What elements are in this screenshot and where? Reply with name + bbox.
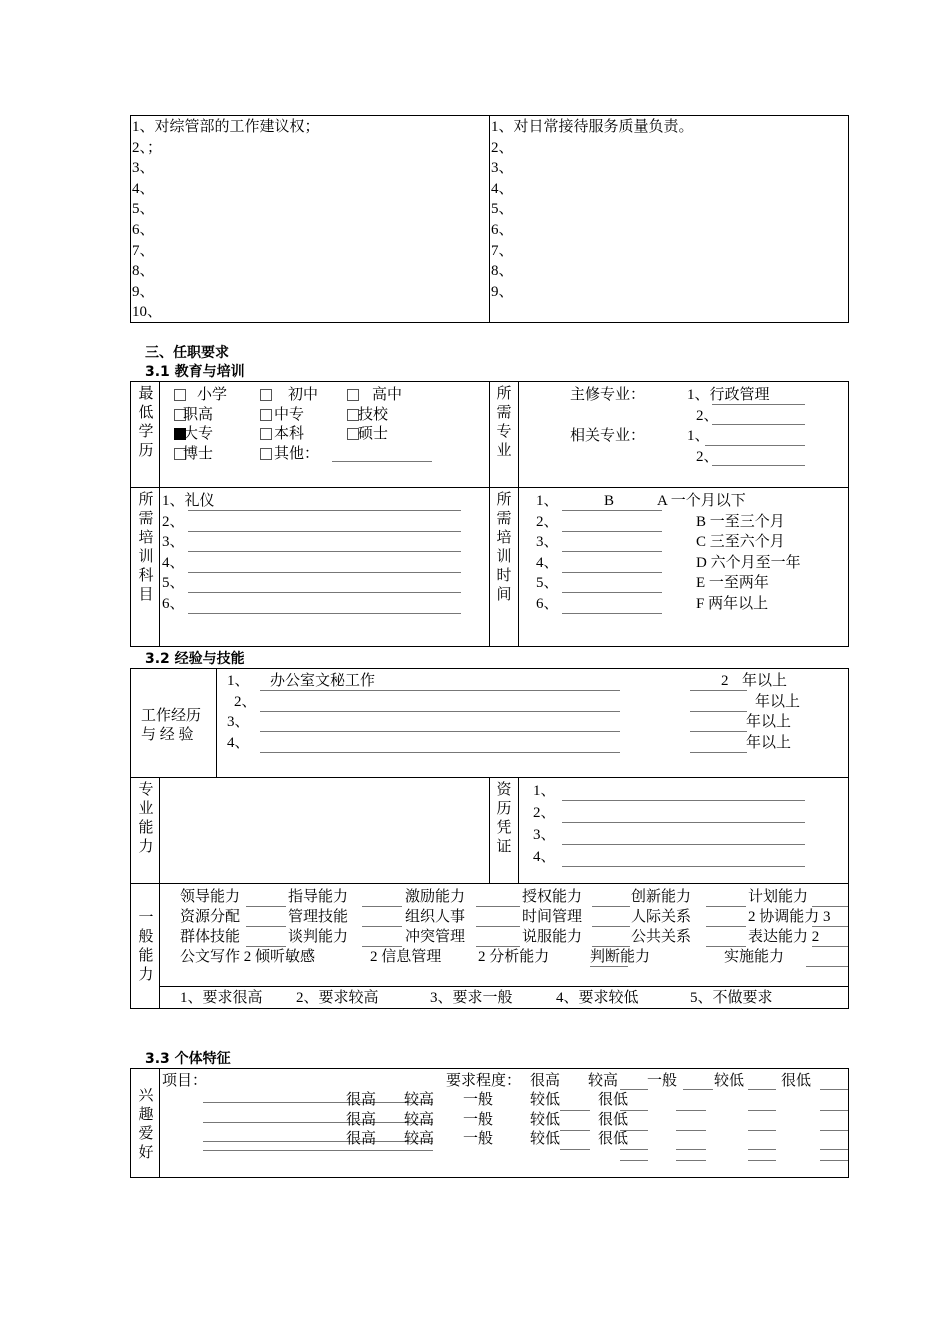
checkbox[interactable] [260,409,272,421]
related-major-1: 1、 [687,428,710,444]
general-ability-item: 组织人事 [405,909,466,925]
education-option-label: 技校 [358,406,389,423]
underline [562,572,662,573]
degree-level-option: 很高 [346,1092,377,1108]
underline [562,613,662,614]
degree-level-option: 较高 [404,1092,435,1108]
underline [246,926,286,927]
experience-item: 2、 [234,693,257,710]
degree-level-header: 较高 [588,1073,619,1089]
underline [592,926,630,927]
training-subject-item: 4、 [162,554,185,571]
experience-item-1-value: 办公室文秘工作 [270,673,376,689]
underline [562,822,805,823]
general-ability-item: 资源分配 [180,909,241,925]
general-ability-item: 谈判能力 [288,929,349,945]
rights-right-item: 3、 [491,160,514,177]
training-time-item: 1、 [536,493,559,509]
legend-item: 3、要求一般 [430,990,513,1006]
education-option-label: 大专 [183,426,214,442]
underline [188,592,461,593]
degree-level-option: 较低 [530,1131,561,1147]
degree-level-option: 很低 [598,1111,629,1128]
checkbox[interactable] [260,389,272,401]
experience-year-suffix: 年以上 [746,714,792,731]
personal-degree-label: 要求程度： [446,1073,522,1089]
underline [690,711,747,712]
underline [562,844,805,845]
legend-item: 2、要求较高 [296,990,379,1006]
certification-item: 2、 [533,805,556,821]
general-ability-item: 2 协调能力 3 [748,909,831,925]
general-ability-item: 表达能力 2 [748,929,820,945]
education-option-label: 博士 [183,445,214,462]
degree-level-option: 很高 [346,1111,377,1128]
underline [362,906,402,907]
general-ability-item: 激励能力 [405,889,466,905]
general-ability-item: 领导能力 [180,889,241,905]
rights-left-item: 7、 [132,242,155,259]
min-education-label: 最低学历 [138,386,154,459]
legend-item: 1、要求很高 [180,990,263,1006]
education-option-label: 小学 [197,387,228,403]
related-major-2: 2、 [696,449,719,465]
professional-ability-label: 专业能力 [138,782,154,855]
underline [562,866,805,867]
underline [203,1141,433,1142]
underline [820,1089,848,1090]
general-ability-item: 公文写作 2 倾听敏感 [180,949,316,965]
underline [676,1160,706,1161]
rights-right-column [491,117,694,302]
main-major-label: 主修专业： [570,387,646,403]
general-ability-item: 人际关系 [631,909,692,925]
general-ability-item: 说服能力 [522,929,583,945]
underline [620,1149,648,1150]
education-option-label: 中专 [274,406,305,423]
training-time-option: C 三至六个月 [696,534,785,551]
degree-level-option: 很高 [346,1131,377,1147]
experience-year-suffix: 年以上 [755,693,801,710]
underline [683,1089,713,1090]
underline [748,1149,776,1150]
training-subject-item: 2、 [162,513,185,530]
rights-table-divider [489,115,490,323]
required-major-label: 所需专业 [496,386,512,459]
underline [562,531,662,532]
rights-left-item: 10、 [132,304,163,321]
checkbox[interactable] [260,448,272,460]
training-time-item: 3、 [536,534,559,551]
general-ability-item: 计划能力 [748,889,809,905]
rights-right-item: 1、对日常接待服务质量负责。 [491,119,694,135]
subsection-title-education: 3.1 教育与培训 [145,364,245,380]
general-ability-item: 创新能力 [631,889,692,905]
degree-level-option: 较低 [530,1092,561,1108]
underline [562,551,662,552]
rights-right-item: 6、 [491,221,514,238]
legend-item: 5、不做要求 [690,990,773,1006]
education-option-label: 本科 [274,426,305,442]
underline [676,1110,706,1111]
rights-left-item: 6、 [132,221,155,238]
personal-item-label: 项目： [162,1073,208,1089]
general-ability-label: 一般能力 [138,910,154,983]
experience-item: 3、 [227,714,250,731]
degree-level-option: 一般 [463,1111,494,1128]
subsection-title-personal: 3.3 个体特征 [145,1051,231,1067]
underline [476,906,520,907]
underline [562,800,805,801]
main-major-1: 1、行政管理 [687,387,770,403]
underline [820,1149,848,1150]
experience-years-1: 2 [721,673,729,689]
underline [260,731,620,732]
experience-label-1: 工作经历 [141,708,202,724]
education-option-label: 高中 [372,387,403,403]
degree-level-option: 很低 [598,1131,629,1147]
underline [246,906,286,907]
underline [806,966,848,967]
interests-label: 兴趣爱好 [138,1088,154,1161]
general-ability-item: 时间管理 [522,909,583,925]
underline [820,1130,848,1131]
underline [562,592,662,593]
underline [748,1160,776,1161]
certification-item: 3、 [533,827,556,843]
experience-year-suffix: 年以上 [746,734,792,751]
training-time-label: 所需培训时间 [496,492,512,603]
training-time-option: E 一至两年 [696,575,769,592]
rights-right-item: 2、 [491,139,514,156]
rights-left-column [132,117,320,323]
underline [476,926,520,927]
education-option-label: 硕士 [358,426,389,442]
subsection-title-experience: 3.2 经验与技能 [145,651,245,667]
degree-level-option: 很低 [598,1092,629,1108]
underline [690,690,747,691]
underline [690,731,747,732]
training-time-option: A 一个月以下 [657,493,746,509]
general-ability-item: 指导能力 [288,889,349,905]
rights-left-item: 4、 [132,180,155,197]
rights-right-item: 4、 [491,180,514,197]
underline [188,510,461,511]
general-ability-item: 公共关系 [631,929,692,945]
degree-level-option: 一般 [463,1131,494,1147]
underline [260,752,620,753]
training-time-option: D 六个月至一年 [696,554,801,571]
experience-year-suffix: 年以上 [742,673,788,689]
rights-right-item: 5、 [491,201,514,218]
degree-level-option: 一般 [463,1092,494,1108]
rights-left-item: 8、 [132,263,155,280]
checkbox[interactable] [347,389,359,401]
underline [748,1130,776,1131]
underline [362,926,402,927]
underline [690,752,747,753]
training-subject-item: 3、 [162,534,185,551]
training-subject-item: 5、 [162,575,185,592]
training-time-value-1: B [604,493,615,509]
related-major-label: 相关专业： [570,428,646,444]
rights-right-item: 7、 [491,242,514,259]
underline [188,572,461,573]
underline [590,966,628,967]
training-time-item: 2、 [536,513,559,530]
general-ability-item: 管理技能 [288,909,349,925]
experience-label-2: 与 经 验 [141,727,194,743]
certification-item: 4、 [533,849,556,865]
underline [620,1160,648,1161]
underline [188,531,461,532]
section-title: 三、任职要求 [145,345,229,361]
underline [706,926,746,927]
underline [706,906,746,907]
underline [260,711,620,712]
general-ability-item: 群体技能 [180,929,241,945]
training-subjects-label: 所需培训科目 [138,492,154,603]
training-subject-item: 1、礼仪 [162,493,215,509]
checkbox[interactable] [174,389,186,401]
rights-left-item: 2、； [132,139,163,156]
rights-left-item: 1、对综管部的工作建议权； [132,119,320,135]
degree-level-header: 一般 [647,1073,678,1089]
underline [748,1110,776,1111]
underline [820,1110,848,1111]
underline [203,1122,433,1123]
education-option-label: 其他： [274,445,320,462]
certification-item: 1、 [533,783,556,799]
training-time-item: 4、 [536,554,559,571]
degree-level-header: 较低 [714,1073,745,1089]
rights-left-item: 3、 [132,160,155,177]
underline [676,1149,706,1150]
general-ability-item: 判断能力 [590,949,651,965]
underline [560,1130,590,1131]
degree-level-header: 很高 [530,1073,561,1089]
general-ability-item: 2 信息管理 [370,949,442,965]
rights-right-item: 9、 [491,283,514,300]
underline [203,1150,433,1151]
general-ability-item: 实施能力 [724,949,785,965]
training-time-item: 6、 [536,596,559,612]
underline [188,551,461,552]
degree-level-header: 很低 [781,1073,812,1089]
training-time-item: 5、 [536,575,559,592]
training-time-option: F 两年以上 [696,596,769,612]
checkbox[interactable] [260,428,272,440]
general-ability-item: 2 分析能力 [478,949,550,965]
experience-item: 1、 [227,673,250,689]
underline [820,1160,848,1161]
certification-label: 资历凭证 [496,782,512,855]
underline [203,1102,433,1103]
rights-left-item: 9、 [132,283,155,300]
training-subject-item: 6、 [162,596,185,612]
underline [676,1130,706,1131]
general-ability-item: 授权能力 [522,889,583,905]
underline [560,1149,590,1150]
education-option-label: 初中 [288,387,319,403]
rights-right-item: 8、 [491,263,514,280]
training-time-option: B 一至三个月 [696,513,785,530]
degree-level-option: 较低 [530,1111,561,1128]
underline [812,946,848,947]
underline [188,613,461,614]
underline [592,906,630,907]
general-ability-item: 冲突管理 [405,929,466,945]
experience-item: 4、 [227,734,250,751]
main-major-2: 2、 [696,408,719,424]
underline [560,1110,590,1111]
rights-left-item: 5、 [132,201,155,218]
degree-level-option: 较高 [404,1131,435,1147]
underline [748,1089,776,1090]
degree-level-option: 较高 [404,1111,435,1128]
legend-item: 4、要求较低 [556,990,639,1006]
education-option-label: 职高 [183,406,214,423]
